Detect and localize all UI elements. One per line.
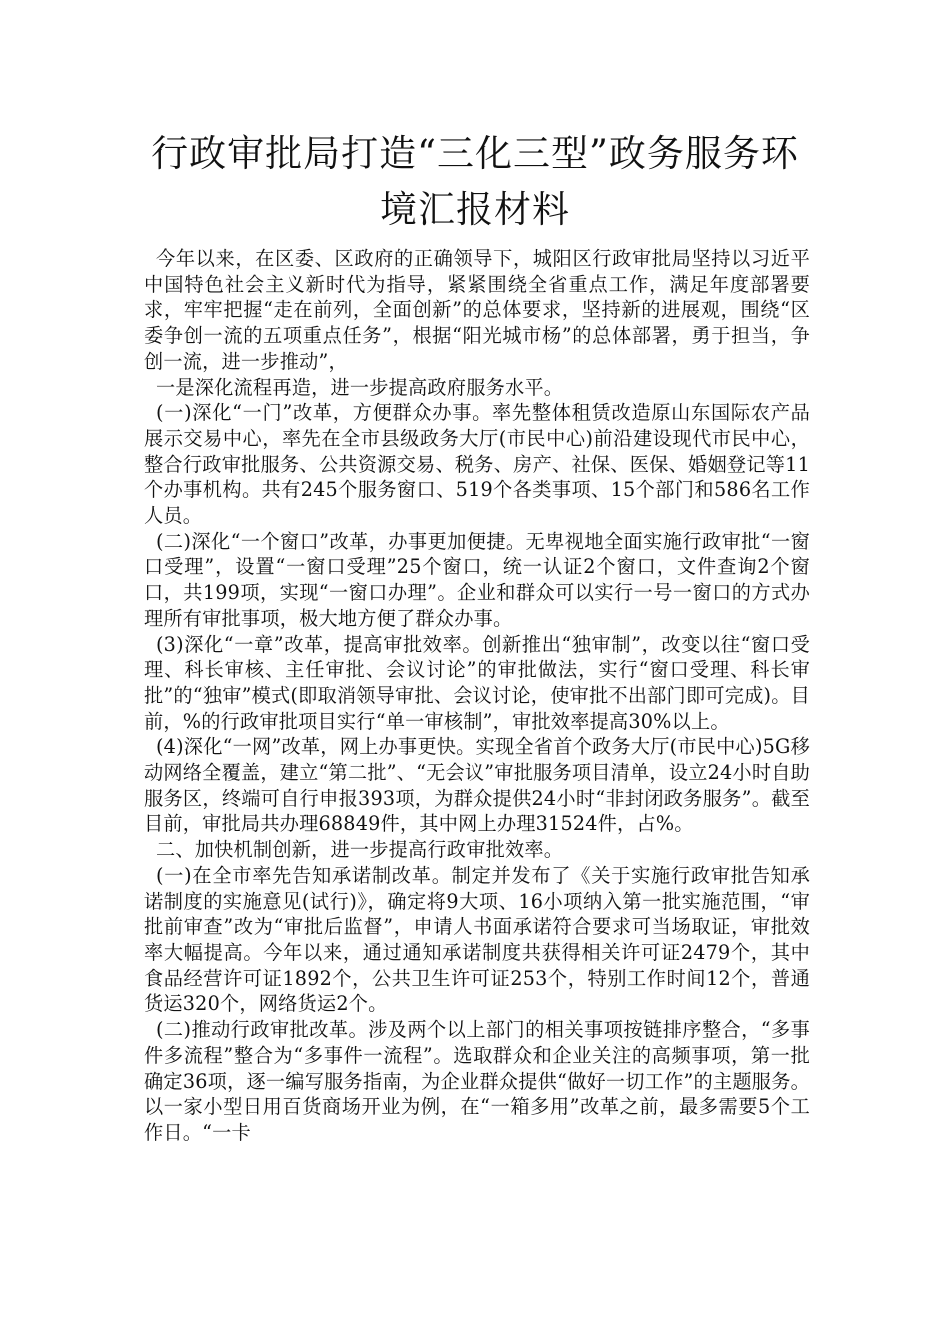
- paragraph-item-1-3: (3)深化“一章”改革，提高审批效率。创新推出“独审制”，改变以往“窗口受理、科长审核、主任审批、会议讨论”的审批做法，实行“窗口受理、科长审批”的“独审”模式(即取消领导审批、会议讨论，使审批不出部门即可完成)。目前，%的行政审批项目实行“单一审核制”，审批效率提高30%以上。: [144, 632, 810, 733]
- paragraph-intro: 今年以来，在区委、区政府的正确领导下，城阳区行政审批局坚持以习近平中国特色社会主义新时代为指导，紧紧围绕全省重点工作，满足年度部署要求，牢牢把握“走在前列，全面创新”的总体要求，坚持新的进展观，围绕“区委争创一流的五项重点任务”，根据“阳光城市杨”的总体部署，勇于担当，争创一流，进一步推动”，: [144, 247, 810, 373]
- paragraph-item-2-1: (一)在全市率先告知承诺制改革。制定并发布了《关于实施行政审批告知承诺制度的实施意见(试行)》，确定将9大项、16小项纳入第一批实施范围，“审批前审查”改为“审批后监督”，申请人书面承诺符合要求可当场取证，审批效率大幅提高。今年以来，通过通知承诺制度共获得相关许可证2479个，其中食品经营许可证1892个，公共卫生许可证253个，特别工作时间12个，普通货运320个，网络货运2个。: [144, 863, 810, 1016]
- paragraph-item-2-2: (二)推动行政审批改革。涉及两个以上部门的相关事项按链排序整合，“多事件多流程”整合为“多事件一流程”。选取群众和企业关注的高频事项，第一批确定36项，逐一编写服务指南，为企业群众提供“做好一切工作”的主题服务。以一家小型日用百货商场开业为例，在“一箱多用”改革之前，最多需要5个工作日。“一卡: [144, 1018, 810, 1144]
- document-body: [144, 246, 810, 1146]
- paragraph-item-1-1: (一)深化“一门”改革，方便群众办事。率先整体租赁改造原山东国际农产品展示交易中心，率先在全市县级政务大厅(市民中心)前沿建设现代市民中心，整合行政审批服务、公共资源交易、税务、房产、社保、医保、婚姻登记等11个办事机构。共有245个服务窗口、519个各类事项、15个部门和586名工作人员。: [144, 401, 810, 528]
- paragraph-section-1-heading: 一是深化流程再造，进一步提高政府服务水平。: [156, 375, 564, 399]
- paragraph-item-1-4: (4)深化“一网”改革，网上办事更快。实现全省首个政务大厅(市民中心)5G移动网络全覆盖，建立“第二批”、“无会议”审批服务项目清单，设立24小时自助服务区，终端可自行申报393项，为群众提供24小时“非封闭政务服务”。截至目前，审批局共办理68849件，其中网上办理31524件，占%。: [144, 735, 810, 836]
- paragraph-item-1-2: (二)深化“一个窗口”改革，办事更加便捷。无卑视地全面实施行政审批“一窗口受理”，设置“一窗口受理”25个窗口，统一认证2个窗口，文件查询2个窗口，共199项，实现“一窗口办理”。企业和群众可以实行一号一窗口的方式办理所有审批事项，极大地方便了群众办事。: [144, 529, 810, 630]
- paragraph-section-2-heading: 二、加快机制创新，进一步提高行政审批效率。: [156, 838, 564, 862]
- title-line-1: 行政审批局打造“三化三型”政务服务环: [151, 132, 799, 175]
- document-title: [100, 126, 850, 238]
- title-line-2: 境汇报材料: [380, 188, 570, 231]
